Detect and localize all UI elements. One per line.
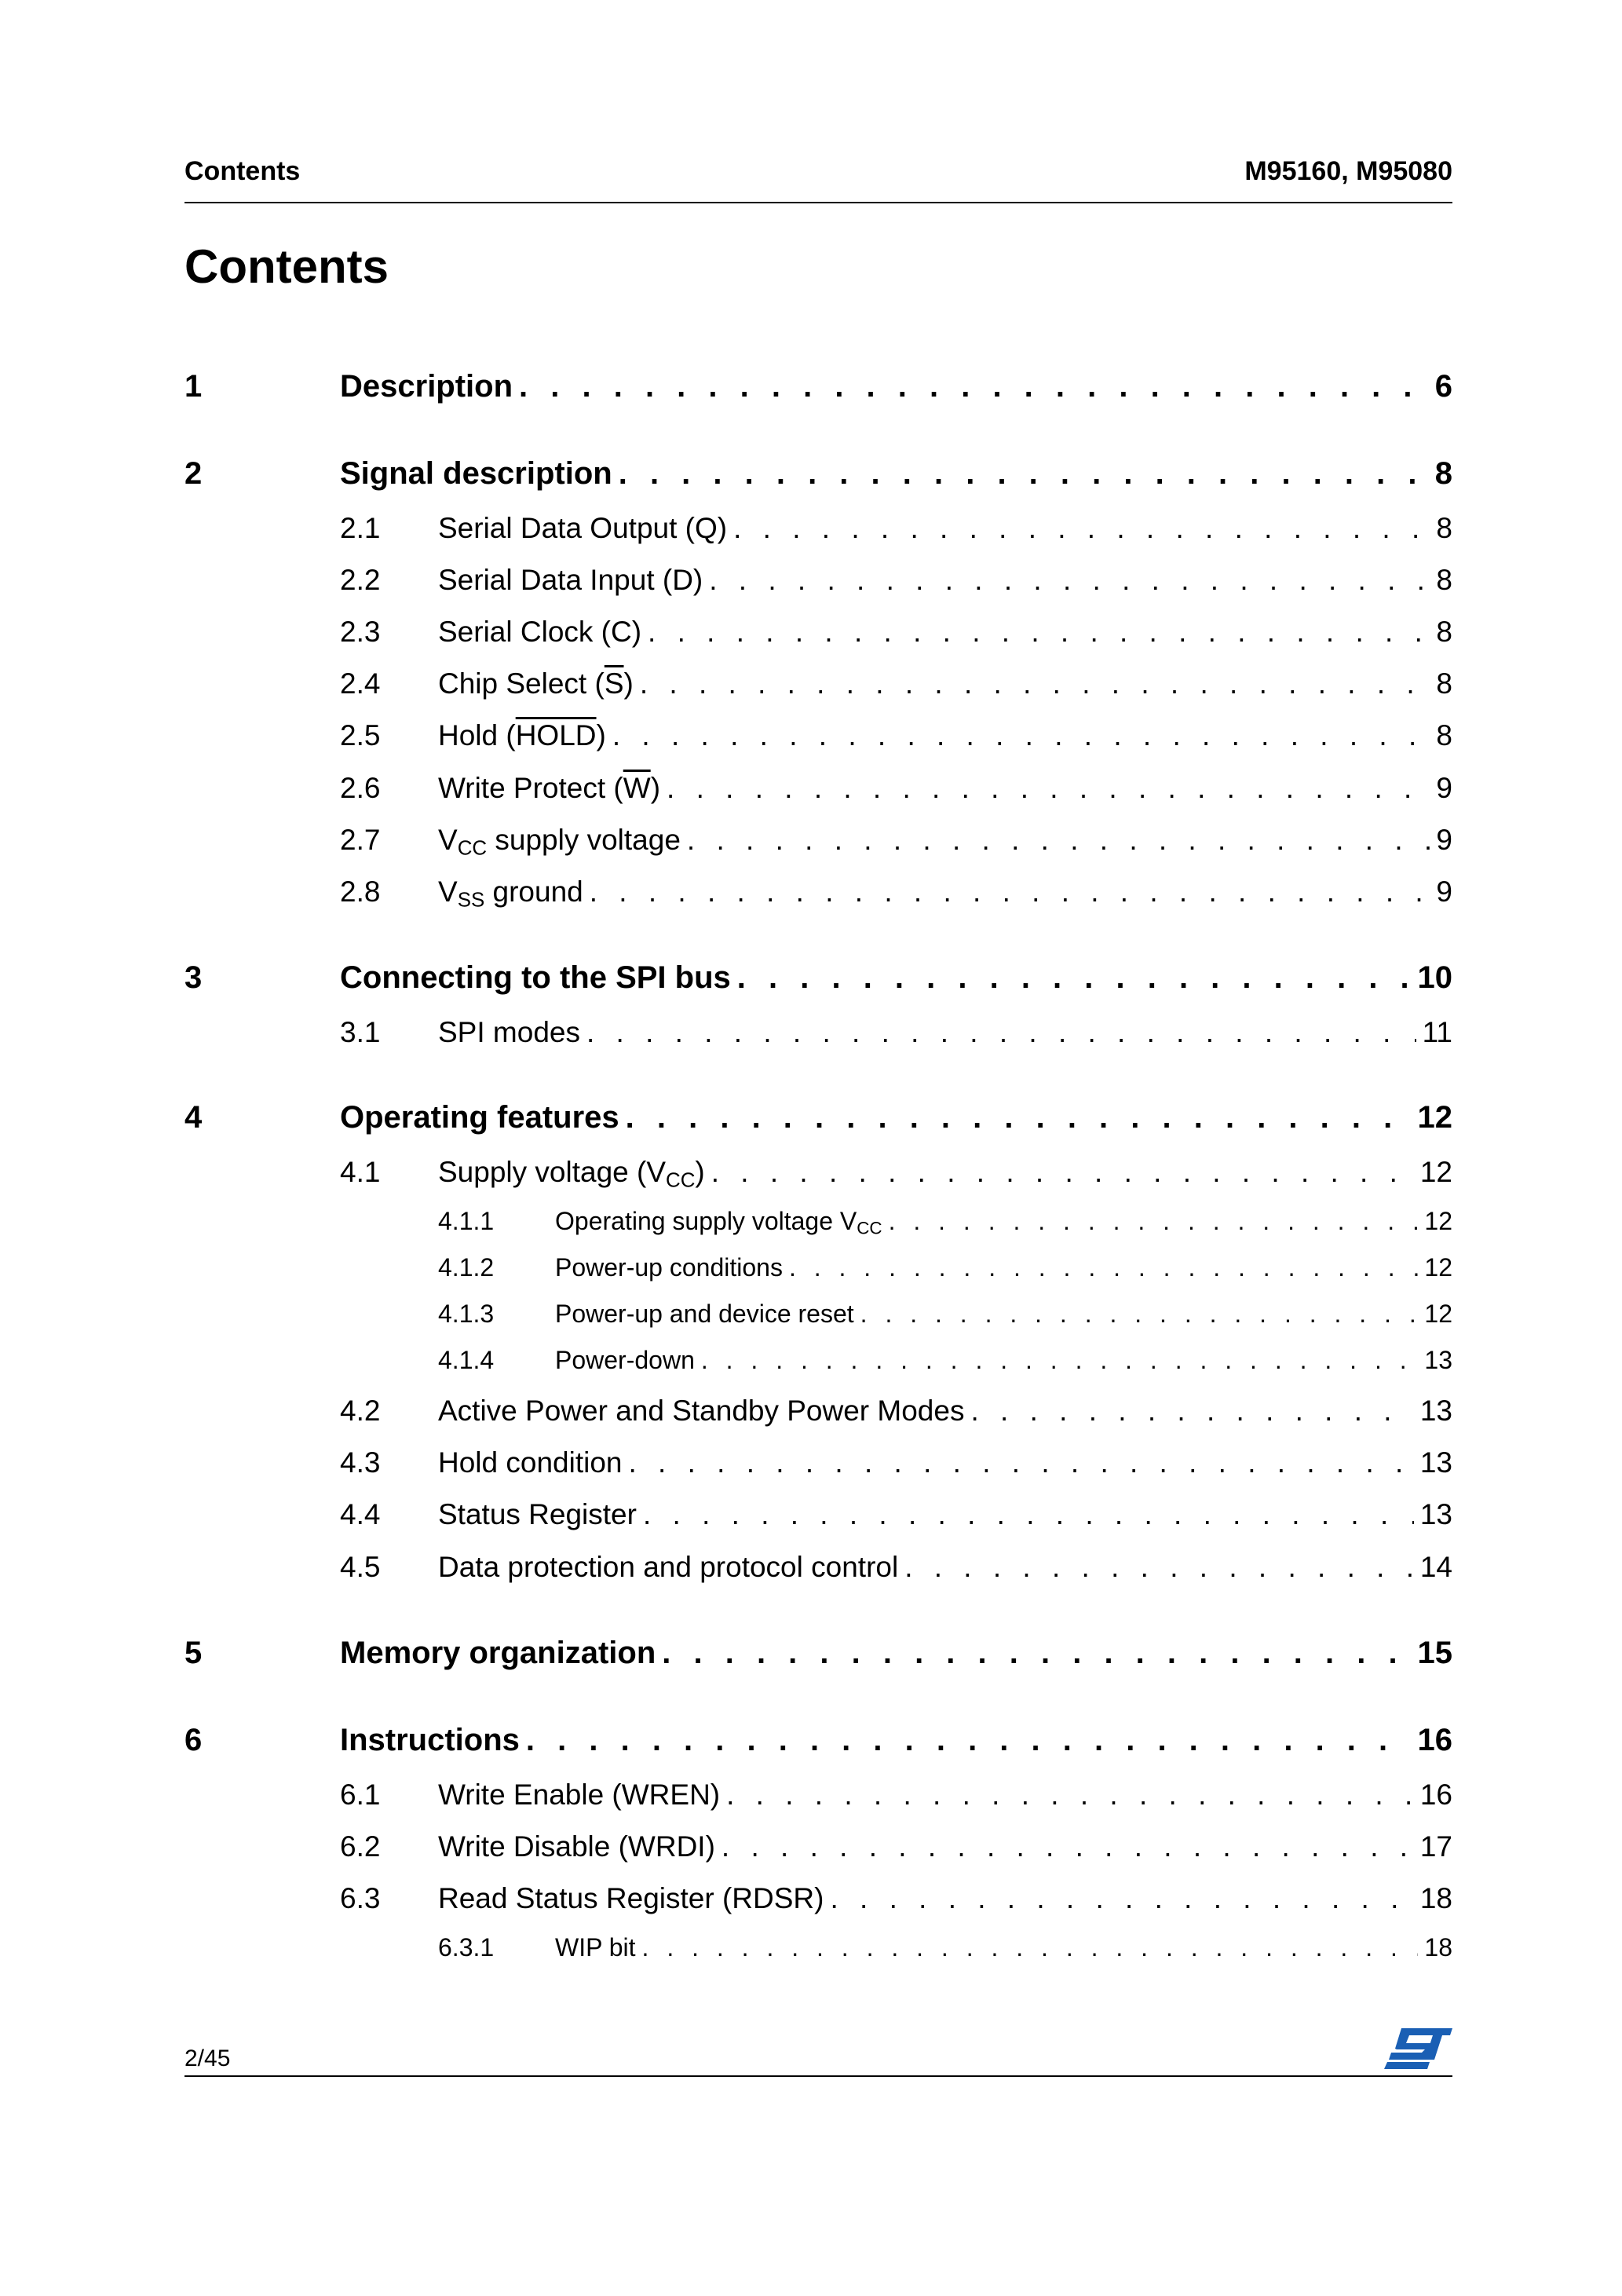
toc-number: 4.3 [340, 1446, 381, 1479]
toc-title: Signal description [340, 456, 612, 491]
toc-title: Write Protect $(\overline{W})$ [438, 772, 661, 804]
toc-number: 6.1 [340, 1779, 381, 1811]
dot-leader [642, 1933, 1419, 1962]
toc-number: 2.3 [340, 616, 381, 648]
dot-leader [701, 1346, 1419, 1375]
toc-entry[interactable] [0, 1207, 1622, 1238]
toc-title: Write Disable (WRDI) [438, 1830, 715, 1863]
toc-entry[interactable] [0, 876, 1622, 912]
toc-entry[interactable] [0, 960, 1622, 1000]
toc-page: 12 [1424, 1207, 1452, 1235]
dot-leader [667, 772, 1430, 805]
toc-entry[interactable] [0, 1498, 1622, 1534]
toc-entry[interactable] [0, 1636, 1622, 1675]
dot-leader [737, 960, 1412, 996]
dot-leader [526, 1723, 1412, 1758]
toc-page: 10 [1417, 960, 1452, 995]
toc-page: 16 [1419, 1779, 1452, 1811]
page-title: Contents [184, 240, 389, 293]
toc-title: WIP bit [555, 1933, 636, 1961]
dot-leader [721, 1830, 1414, 1863]
dot-leader [586, 1016, 1416, 1049]
page-number: 2/45 [184, 2046, 231, 2071]
toc-number: 3.1 [340, 1016, 381, 1048]
toc-page: 13 [1424, 1346, 1452, 1374]
toc-entry[interactable] [0, 1016, 1622, 1052]
toc-page: 8 [1434, 456, 1452, 491]
toc-number: 4.1.4 [438, 1346, 495, 1374]
dot-leader [709, 564, 1430, 597]
toc-page: 16 [1417, 1723, 1452, 1757]
toc-number: 2 [184, 456, 203, 491]
toc-title: $V_{CC}$ supply voltage [438, 824, 681, 860]
toc-title: Operating supply voltage $V_{CC}$ [555, 1207, 882, 1238]
toc-title: Instructions [340, 1723, 520, 1757]
toc-number: 4.1.2 [438, 1253, 495, 1281]
toc-page: 13 [1419, 1395, 1452, 1427]
dot-leader [619, 456, 1429, 492]
toc-entry[interactable] [0, 456, 1622, 495]
toc-number: 4.1.1 [438, 1207, 495, 1235]
dot-leader [640, 667, 1430, 700]
toc-number: 6.2 [340, 1830, 381, 1863]
toc-title: Memory organization [340, 1636, 656, 1670]
toc-number: 2.2 [340, 564, 381, 596]
toc-title: $V_{SS}$ ground [438, 876, 583, 912]
toc-page: 13 [1419, 1446, 1452, 1479]
toc-number: 6.3.1 [438, 1933, 495, 1961]
toc-page: 18 [1424, 1933, 1452, 1961]
toc-page: 8 [1436, 564, 1452, 596]
dot-leader [662, 1636, 1411, 1671]
dot-leader [711, 1156, 1414, 1189]
toc-number: 1 [184, 369, 203, 404]
dot-leader [648, 616, 1430, 649]
header-rule [184, 202, 1452, 203]
toc-page: 18 [1419, 1882, 1452, 1914]
dot-leader [519, 369, 1429, 404]
toc-title: Serial Data Input (D) [438, 564, 703, 596]
toc-entry[interactable] [0, 1395, 1622, 1431]
toc-title: Power-up conditions [555, 1253, 783, 1281]
toc-page: 9 [1436, 824, 1452, 856]
toc-number: 5 [184, 1636, 203, 1670]
toc-entry[interactable] [0, 1156, 1622, 1192]
st-logo-icon [1384, 2028, 1452, 2069]
toc-number: 6 [184, 1723, 203, 1757]
toc-title: Hold condition [438, 1446, 623, 1479]
dot-leader [628, 1446, 1413, 1479]
toc-number: 2.5 [340, 719, 381, 751]
toc-number: 6.3 [340, 1882, 381, 1914]
dot-leader [789, 1253, 1418, 1282]
toc-entry[interactable] [0, 1300, 1622, 1331]
dot-leader [830, 1882, 1413, 1915]
toc-entry[interactable] [0, 1551, 1622, 1587]
toc-title: Chip Select $(\overline{S})$ [438, 667, 634, 700]
toc-entry[interactable] [0, 1779, 1622, 1815]
toc-entry[interactable] [0, 616, 1622, 652]
toc-number: 2.6 [340, 772, 381, 804]
running-header-document: M95160, M95080 [1244, 156, 1452, 186]
toc-entry[interactable] [0, 667, 1622, 704]
toc-entry[interactable] [0, 1882, 1622, 1918]
toc-entry[interactable] [0, 1100, 1622, 1139]
toc-entry[interactable] [0, 719, 1622, 755]
dot-leader [970, 1395, 1413, 1428]
toc-number: 4 [184, 1100, 203, 1135]
dot-leader [733, 512, 1430, 545]
dot-leader [626, 1100, 1412, 1135]
toc-entry[interactable] [0, 1346, 1622, 1377]
toc-title: SPI modes [438, 1016, 580, 1048]
toc-page: 11 [1422, 1016, 1452, 1048]
toc-entry[interactable] [0, 564, 1622, 600]
toc-number: 4.1.3 [438, 1300, 495, 1328]
toc-page: 12 [1417, 1100, 1452, 1135]
toc-page: 15 [1417, 1636, 1452, 1670]
toc-number: 4.2 [340, 1395, 381, 1427]
toc-page: 8 [1436, 616, 1452, 648]
toc-page: 12 [1419, 1156, 1452, 1188]
dot-leader [612, 719, 1430, 752]
dot-leader [687, 824, 1430, 857]
toc-title: Hold (HOLD) [438, 719, 606, 751]
toc-number: 4.5 [340, 1551, 381, 1583]
toc-page: 12 [1424, 1253, 1452, 1281]
toc-number: 4.4 [340, 1498, 381, 1530]
toc-page: 8 [1436, 719, 1452, 751]
toc-title: Serial Data Output (Q) [438, 512, 728, 544]
toc-title: Data protection and protocol control [438, 1551, 899, 1583]
toc-number: 2.1 [340, 512, 381, 544]
toc-number: 3 [184, 960, 203, 995]
toc-title: Operating features [340, 1100, 619, 1135]
toc-title: Read Status Register (RDSR) [438, 1882, 824, 1914]
toc-page: 9 [1436, 876, 1452, 908]
toc-title: Connecting to the SPI bus [340, 960, 731, 995]
toc-page: 12 [1424, 1300, 1452, 1328]
toc-number: 2.4 [340, 667, 381, 700]
toc-page: 9 [1436, 772, 1452, 804]
dot-leader [889, 1207, 1419, 1236]
toc-entry[interactable] [0, 1723, 1622, 1762]
toc-title: Status Register [438, 1498, 637, 1530]
dot-leader [590, 876, 1430, 909]
toc-title: Power-up and device reset [555, 1300, 854, 1328]
toc-title: Description [340, 369, 513, 404]
toc-entry[interactable] [0, 1253, 1622, 1285]
footer-rule [184, 2075, 1452, 2077]
toc-entry[interactable] [0, 369, 1622, 408]
toc-title: Power-down [555, 1346, 695, 1374]
toc-entry[interactable] [0, 1830, 1622, 1866]
toc-page: 8 [1436, 512, 1452, 544]
toc-page: 17 [1419, 1830, 1452, 1863]
toc-title: Serial Clock (C) [438, 616, 642, 648]
toc-entry[interactable] [0, 772, 1622, 808]
toc-title: Supply voltage $(V_{CC})$ [438, 1156, 705, 1192]
dot-leader [643, 1498, 1414, 1531]
toc-number: 2.7 [340, 824, 381, 856]
toc-title: Write Enable (WREN) [438, 1779, 721, 1811]
running-header-section: Contents [184, 156, 301, 186]
dot-leader [904, 1551, 1414, 1584]
toc-page: 6 [1434, 369, 1452, 404]
toc-number: 2.8 [340, 876, 381, 908]
toc-page: 13 [1419, 1498, 1452, 1530]
toc-entry[interactable] [0, 1446, 1622, 1483]
toc-page: 14 [1419, 1551, 1452, 1583]
dot-leader [726, 1779, 1414, 1812]
toc-number: 4.1 [340, 1156, 381, 1188]
toc-title: Active Power and Standby Power Modes [438, 1395, 965, 1427]
dot-leader [860, 1300, 1419, 1329]
toc-entry[interactable] [0, 512, 1622, 548]
toc-entry[interactable] [0, 824, 1622, 860]
toc-page: 8 [1436, 667, 1452, 700]
toc-entry[interactable] [0, 1933, 1622, 1965]
